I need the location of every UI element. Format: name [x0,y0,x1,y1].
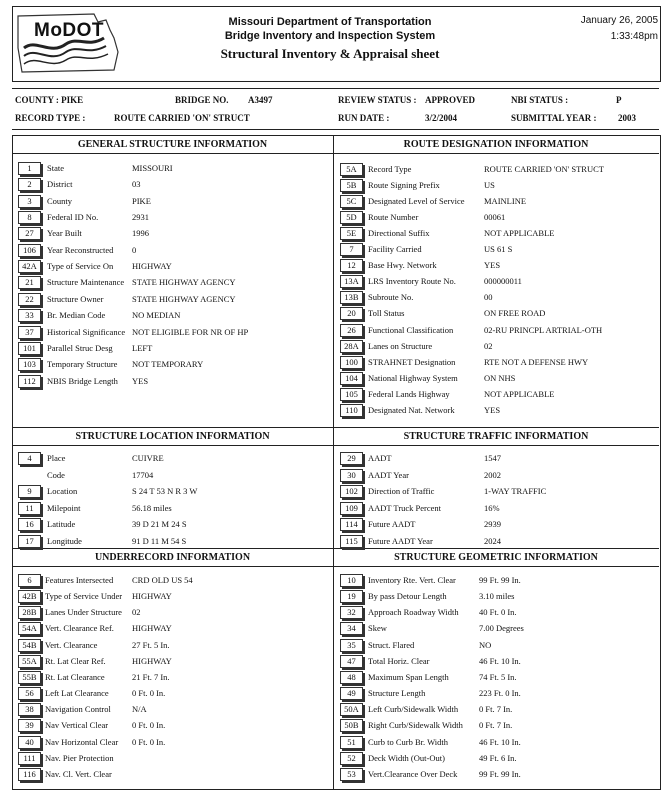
item-label: Latitude [47,519,76,529]
item-value: HIGHWAY [132,591,172,601]
item-code-box: 10 [340,574,363,587]
bridge-label: BRIDGE NO. [175,95,229,105]
item-label: Place [47,453,66,463]
item-code-box: 110 [340,404,363,417]
item-value: 46 Ft. 10 In. [479,737,521,747]
item-label: District [47,179,73,189]
item-value: 99 Ft. 99 In. [479,769,521,779]
item-label: Struct. Flared [368,640,415,650]
item-code-box: 4 [18,452,41,465]
sheet-title: Structural Inventory & Appraisal sheet [220,46,440,61]
item-value: YES [484,405,501,415]
location-title-rule [12,445,333,446]
system-title: Bridge Inventory and Inspection System [224,30,436,42]
item-code-box: 55B [18,671,41,684]
item-code-box: 17 [18,535,41,548]
item-code-box: 51 [340,736,363,749]
item-label: Type of Service On [47,261,114,271]
item-code-box: 28A [340,340,363,353]
item-code-box: 50A [340,703,363,716]
submittal-label: SUBMITTAL YEAR : [511,113,597,123]
item-code-box: 114 [340,518,363,531]
item-label: Future AADT [368,519,416,529]
item-value: 27 Ft. 5 In. [132,640,170,650]
item-value: HIGHWAY [132,261,172,271]
item-value: 0 Ft. 7 In. [479,720,513,730]
item-value: 223 Ft. 0 In. [479,688,521,698]
item-label: Parallel Struc Desg [47,343,113,353]
item-code-box: 20 [340,307,363,320]
item-value: 0 [132,245,137,255]
item-value: 02-RU PRINCPL ARTRIAL-OTH [484,325,603,335]
item-value: US 61 S [484,244,513,254]
item-value: 00061 [484,212,506,222]
item-value: 02 [484,341,493,351]
route-title-rule [333,153,659,154]
item-value: N/A [132,704,147,714]
item-code-box: 53 [340,768,363,781]
item-value: 99 Ft. 99 In. [479,575,521,585]
item-value: NOT APPLICABLE [484,389,555,399]
item-label: Vert.Clearance Over Deck [368,769,458,779]
item-code-box: 56 [18,687,41,700]
item-label: National Highway System [368,373,458,383]
item-code-box: 12 [340,259,363,272]
item-label: Br. Median Code [47,310,106,320]
item-label: Structure Owner [47,294,104,304]
item-value: NOT ELIGIBLE FOR NR OF HP [132,327,249,337]
item-code-box: 5C [340,195,363,208]
item-code-box: 27 [18,227,41,240]
item-label: State [47,163,64,173]
item-code-box: 116 [18,768,41,781]
run-date-label: RUN DATE : [338,113,390,123]
item-value: NO MEDIAN [132,310,181,320]
item-label: Future AADT Year [368,536,433,546]
item-label: Federal Lands Highway [368,389,450,399]
general-section-title: GENERAL STRUCTURE INFORMATION [77,139,268,150]
item-value: 91 D 11 M 54 S [132,536,187,546]
county-label: COUNTY : PIKE [15,95,84,105]
location-section-title: STRUCTURE LOCATION INFORMATION [75,431,270,442]
item-value: 49 Ft. 6 In. [479,753,517,763]
item-label: Toll Status [368,308,405,318]
modot-logo [14,8,130,80]
record-type-label: RECORD TYPE : [15,113,86,123]
item-code-box: 30 [340,469,363,482]
item-code-box: 7 [340,243,363,256]
item-label: Functional Classification [368,325,454,335]
item-label: Record Type [368,164,412,174]
item-value: 0 Ft. 0 In. [132,720,166,730]
item-value: LEFT [132,343,153,353]
item-code-box: 105 [340,388,363,401]
item-code-box: 100 [340,356,363,369]
item-label: Longitude [47,536,82,546]
item-value: 39 D 21 M 24 S [132,519,187,529]
item-code-box: 3 [18,195,41,208]
item-code-box: 33 [18,309,41,322]
item-label: Route Number [368,212,419,222]
item-label: Year Reconstructed [47,245,114,255]
item-label: AADT Truck Percent [368,503,442,513]
item-label: Left Lat Clearance [45,688,109,698]
item-label: Nav. Pier Protection [45,753,114,763]
item-value: HIGHWAY [132,656,172,666]
item-code-box: 6 [18,574,41,587]
item-value: 0 Ft. 0 In. [132,688,166,698]
item-code-box: 42A [18,260,41,273]
item-code-box: 54A [18,622,41,635]
item-code-box: 5B [340,179,363,192]
item-label: Route Signing Prefix [368,180,440,190]
item-code-box: 35 [340,639,363,652]
item-label: Deck Width (Out-Out) [368,753,445,763]
item-code-box: 13B [340,291,363,304]
report-date: January 26, 2005 [580,15,658,26]
item-code-box: 54B [18,639,41,652]
item-label: Facility Carried [368,244,422,254]
item-code-box: 22 [18,293,41,306]
item-label: AADT Year [368,470,409,480]
item-value: STATE HIGHWAY AGENCY [132,294,236,304]
item-value: 1996 [132,228,149,238]
traffic-section-title: STRUCTURE TRAFFIC INFORMATION [403,431,589,442]
item-label: Lanes Under Structure [45,607,122,617]
nbi-value: P [616,95,622,105]
item-label: Federal ID No. [47,212,99,222]
nbi-label: NBI STATUS : [511,95,569,105]
item-value: PIKE [132,196,151,206]
item-label: NBIS Bridge Length [47,376,118,386]
item-code-box: 109 [340,502,363,515]
item-code-box: 5E [340,227,363,240]
item-code-box: 38 [18,703,41,716]
item-label: Features Intersected [45,575,114,585]
item-value: 17704 [132,470,154,480]
item-code-box: 102 [340,485,363,498]
item-value: YES [484,260,501,270]
column-divider [333,135,334,790]
item-value: 000000011 [484,276,522,286]
item-label: Nav. Cl. Vert. Clear [45,769,112,779]
item-label: Designated Nat. Network [368,405,455,415]
item-value: 16% [484,503,500,513]
item-label: County [47,196,73,206]
item-code-box: 112 [18,375,41,388]
traffic-title-rule [333,445,659,446]
item-code-box: 39 [18,719,41,732]
underrecord-section-title: UNDERRECORD INFORMATION [94,552,251,563]
item-label: Rt. Lat Clearance [45,672,105,682]
item-label: Vert. Clearance [45,640,98,650]
item-label: STRAHNET Designation [368,357,456,367]
item-value: 0 Ft. 0 In. [132,737,166,747]
item-code-box: 48 [340,671,363,684]
item-label: Type of Service Under [45,591,123,601]
item-code-box: 1 [18,162,41,175]
item-code-box: 5D [340,211,363,224]
item-label: Total Horiz. Clear [368,656,430,666]
item-value: 2024 [484,536,501,546]
item-code-box: 28B [18,606,41,619]
item-value: CRD OLD US 54 [132,575,193,585]
item-code-box: 8 [18,211,41,224]
item-label: Subroute No. [368,292,414,302]
item-label: By pass Detour Length [368,591,447,601]
item-label: Left Curb/Sidewalk Width [368,704,459,714]
item-label: Navigation Control [45,704,111,714]
item-code-box: 32 [340,606,363,619]
item-value: 00 [484,292,493,302]
record-type-value: ROUTE CARRIED 'ON' STRUCT [114,113,250,123]
item-value: 40 Ft. 0 In. [479,607,517,617]
logo-text: MoDOT [34,20,105,41]
item-label: Historical Significance [47,327,126,337]
item-label: Curb to Curb Br. Width [368,737,449,747]
item-label: Inventory Rte. Vert. Clear [368,575,456,585]
item-label: Code [47,470,65,480]
item-value: 1547 [484,453,501,463]
item-label: Lanes on Structure [368,341,433,351]
item-value: 2931 [132,212,149,222]
run-date-value: 3/2/2004 [425,113,458,123]
item-value: 1-WAY TRAFFIC [484,486,547,496]
item-code-box: 11 [18,502,41,515]
item-value: ON NHS [484,373,516,383]
item-value: 2939 [484,519,501,529]
item-code-box: 16 [18,518,41,531]
submittal-value: 2003 [618,113,636,123]
item-value: 56.18 miles [132,503,172,513]
item-label: Structure Maintenance [47,277,125,287]
item-code-box: 13A [340,275,363,288]
item-value: 21 Ft. 7 In. [132,672,170,682]
item-value: 0 Ft. 7 In. [479,704,513,714]
item-label: Year Built [47,228,82,238]
item-code-box: 111 [18,752,41,765]
report-time: 1:33:48pm [610,31,658,42]
item-label: Base Hwy. Network [368,260,437,270]
divider-right-2 [333,548,659,549]
item-label: Temporary Structure [47,359,118,369]
item-value: 2002 [484,470,501,480]
item-value: MAINLINE [484,196,527,206]
item-code-box: 2 [18,178,41,191]
item-label: Direction of Traffic [368,486,435,496]
item-value: 02 [132,607,141,617]
item-code-box: 19 [340,590,363,603]
item-value: ON FREE ROAD [484,308,546,318]
item-code-box: 52 [340,752,363,765]
geometric-section-title: STRUCTURE GEOMETRIC INFORMATION [394,552,598,563]
item-code-box: 5A [340,163,363,176]
item-value: NOT APPLICABLE [484,228,555,238]
item-label: Milepoint [47,503,81,513]
item-label: Nav Horizontal Clear [45,737,119,747]
divider-left-2 [12,548,333,549]
bridge-value: A3497 [248,95,273,105]
item-value: 3.10 miles [479,591,515,601]
item-code-box: 29 [340,452,363,465]
item-value: ROUTE CARRIED 'ON' STRUCT [484,164,604,174]
item-value: NOT TEMPORARY [132,359,204,369]
item-value: YES [132,376,149,386]
item-label: LRS Inventory Route No. [368,276,456,286]
divider-right-1 [333,427,659,428]
main-grid [12,135,661,790]
item-code-box: 106 [18,244,41,257]
item-code-box: 21 [18,276,41,289]
item-value: STATE HIGHWAY AGENCY [132,277,236,287]
general-title-rule [12,153,333,154]
divider-left-1 [12,427,333,428]
item-label: Directional Suffix [368,228,430,238]
item-value: NO [479,640,492,650]
item-code-box: 49 [340,687,363,700]
item-value: CUIVRE [132,453,164,463]
item-code-box: 50B [340,719,363,732]
item-code-box: 103 [18,358,41,371]
item-label: Structure Length [368,688,426,698]
item-label: Skew [368,623,387,633]
geometric-title-rule [333,566,659,567]
item-value: MISSOURI [132,163,173,173]
item-value: US [484,180,495,190]
item-label: Location [47,486,78,496]
agency-title: Missouri Department of Transportation [228,16,432,28]
item-label: Approach Roadway Width [368,607,459,617]
item-value: 7.00 Degrees [479,623,524,633]
item-value: 74 Ft. 5 In. [479,672,517,682]
item-label: Maximum Span Length [368,672,449,682]
review-value: APPROVED [425,95,475,105]
item-code-box: 40 [18,736,41,749]
item-code-box: 104 [340,372,363,385]
review-label: REVIEW STATUS : [338,95,417,105]
item-code-box: 42B [18,590,41,603]
item-code-box: 47 [340,655,363,668]
item-label: Vert. Clearance Ref. [45,623,114,633]
underrecord-title-rule [12,566,333,567]
item-label: AADT [368,453,392,463]
item-value: RTE NOT A DEFENSE HWY [484,357,589,367]
item-value: HIGHWAY [132,623,172,633]
item-value: 03 [132,179,141,189]
item-code-box: 26 [340,324,363,337]
item-code-box: 115 [340,535,363,548]
item-value: S 24 T 53 N R 3 W [132,486,198,496]
item-label: Right Curb/Sidewalk Width [368,720,463,730]
item-code-box: 55A [18,655,41,668]
item-label: Rt. Lat Clear Ref. [45,656,106,666]
item-label: Designated Level of Service [368,196,465,206]
item-code-box: 34 [340,622,363,635]
item-code-box: 101 [18,342,41,355]
item-code-box: 37 [18,326,41,339]
item-value: 46 Ft. 10 In. [479,656,521,666]
item-label: Nav Vertical Clear [45,720,109,730]
route-section-title: ROUTE DESIGNATION INFORMATION [403,139,589,150]
item-code-box: 9 [18,485,41,498]
